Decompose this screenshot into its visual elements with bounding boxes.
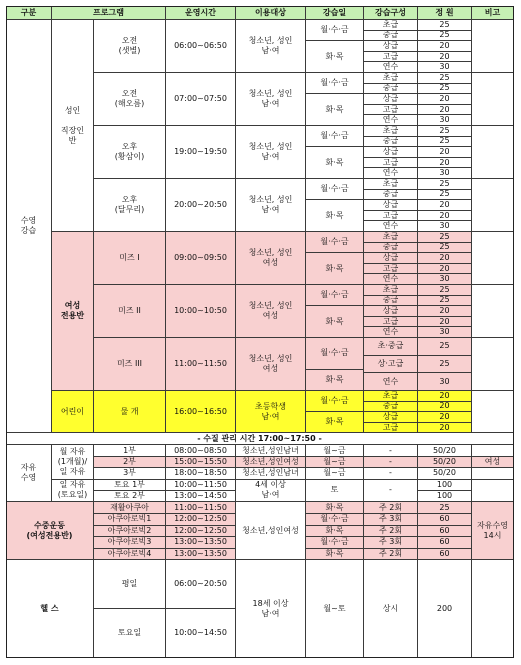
aqua-comp: 주 2회 xyxy=(364,549,418,561)
level-cell: 연수 xyxy=(364,168,418,179)
capacity-cell: 25 xyxy=(418,179,472,190)
class-days: 화·목 xyxy=(306,370,364,391)
level-cell: 고급 xyxy=(364,52,418,63)
aqua-capacity: 60 xyxy=(418,549,472,561)
free-swim-weekend-comp: - xyxy=(364,480,418,503)
program-name: 오후 (달무리) xyxy=(94,179,166,232)
capacity-cell: 25 xyxy=(418,31,472,42)
capacity-cell: 20 xyxy=(418,211,472,222)
class-days: 월·수·금 xyxy=(306,179,364,200)
capacity-cell: 25 xyxy=(418,20,472,31)
level-cell: 중급 xyxy=(364,243,418,254)
note-cell xyxy=(472,73,514,126)
level-cell: 연수 xyxy=(364,221,418,232)
program-name: 오후 (황삼이) xyxy=(94,126,166,179)
level-cell: 초급 xyxy=(364,391,418,402)
free-swim-weekend-days: 토 xyxy=(306,480,364,503)
aqua-program-name: 아쿠아로빅2 xyxy=(94,526,166,538)
aqua-target: 청소년,성인여성 xyxy=(236,502,306,560)
free-swim-target: 청소년,성인남녀 xyxy=(236,468,306,479)
capacity-cell: 20 xyxy=(418,200,472,211)
free-swim-weekend-label: 일 자유 (토요일) xyxy=(52,480,94,503)
header-cell: 정 원 xyxy=(418,6,472,20)
free-swim-time: 18:00~18:50 xyxy=(166,468,236,479)
class-days: 화·목 xyxy=(306,412,364,433)
capacity-cell: 25 xyxy=(418,243,472,254)
capacity-cell: 20 xyxy=(418,412,472,423)
note-cell xyxy=(472,232,514,285)
aqua-comp: 주 3회 xyxy=(364,514,418,526)
aqua-days: 화·목 xyxy=(306,526,364,538)
free-swim-comp: - xyxy=(364,445,418,456)
level-cell: 연수 xyxy=(364,62,418,73)
capacity-cell: 25 xyxy=(418,137,472,148)
aqua-capacity: 25 xyxy=(418,502,472,514)
program-target: 청소년, 성인 남·여 xyxy=(236,179,306,232)
gym-capacity: 200 xyxy=(418,560,472,658)
free-swim-capacity: 100 xyxy=(418,480,472,491)
class-days: 월·수·금 xyxy=(306,232,364,253)
aqua-time: 12:00~12:50 xyxy=(166,514,236,526)
program-time: 20:00~20:50 xyxy=(166,179,236,232)
free-swim-days: 월~금 xyxy=(306,468,364,479)
aqua-days: 화·목 xyxy=(306,502,364,514)
class-days: 화·목 xyxy=(306,147,364,179)
group-kids-label: 어린이 xyxy=(52,391,94,433)
level-cell: 연수 xyxy=(364,373,418,391)
aqua-time: 13:00~13:50 xyxy=(166,549,236,561)
note-cell xyxy=(472,338,514,391)
aqua-program-name: 아쿠아로빅4 xyxy=(94,549,166,561)
level-cell: 초·중급 xyxy=(364,338,418,356)
capacity-cell: 20 xyxy=(418,402,472,413)
program-time: 06:00~06:50 xyxy=(166,20,236,73)
capacity-cell: 25 xyxy=(418,285,472,296)
header-cell: 강습일 xyxy=(306,6,364,20)
class-days: 화·목 xyxy=(306,200,364,232)
free-swim-part: 토요 2부 xyxy=(94,491,166,502)
gym-note xyxy=(472,560,514,658)
program-time: 11:00~11:50 xyxy=(166,338,236,391)
capacity-cell: 30 xyxy=(418,62,472,73)
header-cell: 이용대상 xyxy=(236,6,306,20)
capacity-cell: 25 xyxy=(418,126,472,137)
aqua-days: 화·목 xyxy=(306,549,364,561)
program-target: 청소년, 성인 여성 xyxy=(236,285,306,338)
program-name: 물 개 xyxy=(94,391,166,433)
free-swim-comp: - xyxy=(364,457,418,468)
capacity-cell: 30 xyxy=(418,168,472,179)
note-cell xyxy=(472,285,514,338)
header-cell: 운영시간 xyxy=(166,6,236,20)
aqua-days: 월·수·금 xyxy=(306,537,364,549)
gym-comp: 상시 xyxy=(364,560,418,658)
free-swim-part: 3부 xyxy=(94,468,166,479)
gym-label: 헬 스 xyxy=(6,560,94,658)
level-cell: 초급 xyxy=(364,232,418,243)
program-time: 07:00~07:50 xyxy=(166,73,236,126)
capacity-cell: 20 xyxy=(418,158,472,169)
free-swim-comp: - xyxy=(364,468,418,479)
group-adult-label: 성인 직장인 반 xyxy=(52,20,94,232)
free-swim-days: 월~금 xyxy=(306,445,364,456)
program-time: 16:00~16:50 xyxy=(166,391,236,433)
free-swim-target: 청소년,성인여성 xyxy=(236,457,306,468)
free-swim-capacity: 50/20 xyxy=(418,468,472,479)
level-cell: 초급 xyxy=(364,126,418,137)
level-cell: 중급 xyxy=(364,296,418,307)
level-cell: 상급 xyxy=(364,412,418,423)
level-cell: 중급 xyxy=(364,137,418,148)
capacity-cell: 30 xyxy=(418,327,472,338)
gym-weekend-time: 10:00~14:50 xyxy=(166,609,236,658)
program-target: 청소년, 성인 여성 xyxy=(236,338,306,391)
capacity-cell: 25 xyxy=(418,73,472,84)
level-cell: 중급 xyxy=(364,84,418,95)
level-cell: 상급 xyxy=(364,147,418,158)
level-cell: 고급 xyxy=(364,158,418,169)
free-swim-days: 월~금 xyxy=(306,457,364,468)
aqua-comp: 주 2회 xyxy=(364,502,418,514)
free-swim-note xyxy=(472,468,514,479)
class-days: 월·수·금 xyxy=(306,391,364,412)
class-days: 화·목 xyxy=(306,41,364,73)
level-cell: 상급 xyxy=(364,41,418,52)
capacity-cell: 25 xyxy=(418,356,472,374)
capacity-cell: 20 xyxy=(418,264,472,275)
program-target: 청소년, 성인 남·여 xyxy=(236,126,306,179)
group-women-label: 여성 전용반 xyxy=(52,232,94,391)
level-cell: 초급 xyxy=(364,20,418,31)
level-cell: 고급 xyxy=(364,211,418,222)
aqua-capacity: 60 xyxy=(418,526,472,538)
class-days: 월·수·금 xyxy=(306,73,364,94)
capacity-cell: 30 xyxy=(418,373,472,391)
aqua-time: 12:00~12:50 xyxy=(166,526,236,538)
level-cell: 상급 xyxy=(364,200,418,211)
capacity-cell: 20 xyxy=(418,105,472,116)
free-swim-weekend-note xyxy=(472,480,514,503)
header-cell: 강습구성 xyxy=(364,6,418,20)
program-name: 미즈 III xyxy=(94,338,166,391)
class-days: 월·수·금 xyxy=(306,338,364,370)
free-swim-weekday-label: 월 자유 (1개월)/ 일 자유 xyxy=(52,445,94,479)
capacity-cell: 30 xyxy=(418,221,472,232)
program-target: 초등학생 남·여 xyxy=(236,391,306,433)
capacity-cell: 20 xyxy=(418,52,472,63)
aqua-capacity: 60 xyxy=(418,537,472,549)
level-cell: 상급 xyxy=(364,253,418,264)
note-cell xyxy=(472,126,514,179)
gym-target: 18세 이상 남·여 xyxy=(236,560,306,658)
aqua-days: 월·수·금 xyxy=(306,514,364,526)
aqua-note: 자유수영 14시 xyxy=(472,502,514,560)
header-cell: 비고 xyxy=(472,6,514,20)
capacity-cell: 20 xyxy=(418,391,472,402)
free-swim-weekend-target: 4세 이상 남·여 xyxy=(236,480,306,503)
aqua-label: 수중운동 (여성전용반) xyxy=(6,502,94,560)
capacity-cell: 20 xyxy=(418,423,472,434)
free-swim-time: 08:00~08:50 xyxy=(166,445,236,456)
aqua-time: 13:00~13:50 xyxy=(166,537,236,549)
level-cell: 중급 xyxy=(364,402,418,413)
capacity-cell: 20 xyxy=(418,94,472,105)
gym-days: 월~토 xyxy=(306,560,364,658)
capacity-cell: 30 xyxy=(418,115,472,126)
gym-weekend-label: 토요일 xyxy=(94,609,166,658)
gym-weekday-time: 06:00~20:50 xyxy=(166,560,236,609)
aqua-program-name: 아쿠아로빅3 xyxy=(94,537,166,549)
program-time: 10:00~10:50 xyxy=(166,285,236,338)
level-cell: 고급 xyxy=(364,105,418,116)
capacity-cell: 30 xyxy=(418,274,472,285)
capacity-cell: 25 xyxy=(418,190,472,201)
level-cell: 상급 xyxy=(364,94,418,105)
aqua-program-name: 재활아쿠아 xyxy=(94,502,166,514)
level-cell: 초급 xyxy=(364,285,418,296)
free-swim-part: 1부 xyxy=(94,445,166,456)
program-time: 09:00~09:50 xyxy=(166,232,236,285)
program-name: 미즈 I xyxy=(94,232,166,285)
aqua-comp: 주 3회 xyxy=(364,537,418,549)
free-swim-note xyxy=(472,445,514,456)
class-days: 월·수·금 xyxy=(306,126,364,147)
class-days: 월·수·금 xyxy=(306,285,364,306)
level-cell: 고급 xyxy=(364,423,418,434)
section-swim-label: 수영 강습 xyxy=(6,20,52,433)
aqua-comp: 주 2회 xyxy=(364,526,418,538)
free-swim-part: 토요 1부 xyxy=(94,480,166,491)
program-target: 청소년, 성인 남·여 xyxy=(236,73,306,126)
capacity-cell: 20 xyxy=(418,317,472,328)
program-name: 미즈 II xyxy=(94,285,166,338)
capacity-cell: 25 xyxy=(418,296,472,307)
gym-weekday-label: 평일 xyxy=(94,560,166,609)
water-quality-break: - 수질 관리 시간 17:00~17:50 - xyxy=(6,433,514,445)
free-swim-time: 15:00~15:50 xyxy=(166,457,236,468)
program-target: 청소년, 성인 남·여 xyxy=(236,20,306,73)
level-cell: 중급 xyxy=(364,190,418,201)
level-cell: 초급 xyxy=(364,73,418,84)
aqua-capacity: 60 xyxy=(418,514,472,526)
capacity-cell: 25 xyxy=(418,84,472,95)
free-swim-capacity: 50/20 xyxy=(418,457,472,468)
capacity-cell: 25 xyxy=(418,338,472,356)
note-cell xyxy=(472,20,514,73)
level-cell: 중급 xyxy=(364,31,418,42)
free-swim-target: 청소년,성인남녀 xyxy=(236,445,306,456)
program-time: 19:00~19:50 xyxy=(166,126,236,179)
class-days: 화·목 xyxy=(306,306,364,338)
level-cell: 초급 xyxy=(364,179,418,190)
level-cell: 연수 xyxy=(364,115,418,126)
level-cell: 연수 xyxy=(364,274,418,285)
class-days: 월·수·금 xyxy=(306,20,364,41)
aqua-program-name: 아쿠아로빅1 xyxy=(94,514,166,526)
capacity-cell: 20 xyxy=(418,306,472,317)
level-cell: 상·고급 xyxy=(364,356,418,374)
note-cell xyxy=(472,179,514,232)
free-swim-time: 10:00~11:50 xyxy=(166,480,236,491)
program-name: 오전 (샛별) xyxy=(94,20,166,73)
level-cell: 고급 xyxy=(364,264,418,275)
level-cell: 상급 xyxy=(364,306,418,317)
free-swim-part: 2부 xyxy=(94,457,166,468)
note-cell xyxy=(472,391,514,433)
program-name: 오전 (해오름) xyxy=(94,73,166,126)
capacity-cell: 20 xyxy=(418,147,472,158)
free-swim-capacity: 50/20 xyxy=(418,445,472,456)
free-swim-note: 여성 xyxy=(472,457,514,468)
free-swim-label: 자유 수영 xyxy=(6,445,52,502)
capacity-cell: 25 xyxy=(418,232,472,243)
class-days: 화·목 xyxy=(306,253,364,285)
aqua-time: 11:00~11:50 xyxy=(166,502,236,514)
capacity-cell: 20 xyxy=(418,253,472,264)
class-days: 화·목 xyxy=(306,94,364,126)
capacity-cell: 20 xyxy=(418,41,472,52)
level-cell: 고급 xyxy=(364,317,418,328)
program-target: 청소년, 성인 여성 xyxy=(236,232,306,285)
header-cell: 프로그램 xyxy=(52,6,166,20)
header-cell: 구분 xyxy=(6,6,52,20)
level-cell: 연수 xyxy=(364,327,418,338)
free-swim-capacity: 100 xyxy=(418,491,472,502)
free-swim-time: 13:00~14:50 xyxy=(166,491,236,502)
